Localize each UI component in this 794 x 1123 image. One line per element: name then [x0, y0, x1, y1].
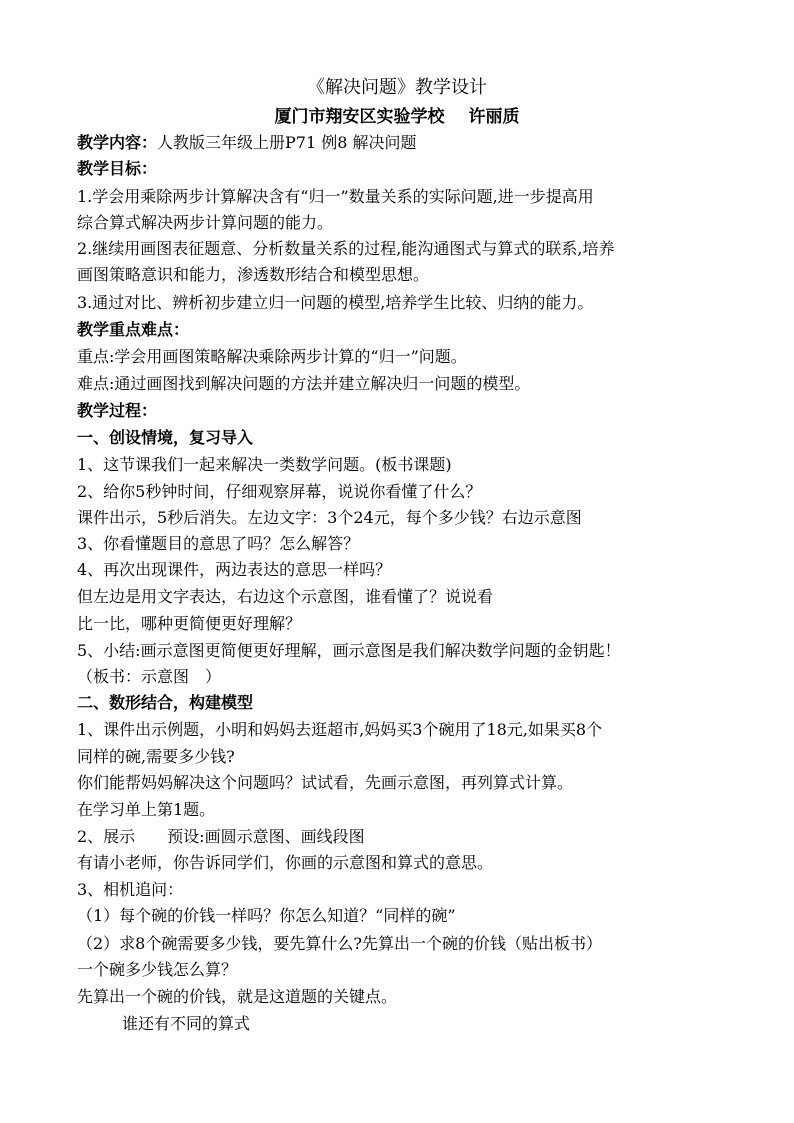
document-title: 《解决问题》教学设计	[307, 77, 487, 98]
section-2-line-8: （1）每个碗的价钱一样吗？你怎么知道？“同样的碗”	[77, 906, 456, 925]
section-1-line-9: （板书：示意图 ）	[77, 667, 222, 686]
section-2-line-2: 同样的碗,需要多少钱?	[77, 747, 235, 766]
goal-2-line-2: 画图策略意识和能力，渗透数形结合和模型思想。	[77, 265, 430, 284]
section-2-line-7: 3、相机追问：	[77, 880, 184, 899]
key-points-heading: 教学重点难点：	[77, 320, 190, 339]
section-2-line-9: （2）求8个碗需要多少钱，要先算什么?先算出一个碗的价钱（贴出板书）	[77, 934, 602, 953]
section-1-line-7: 比一比，哪种更简便更好理解？	[77, 614, 302, 633]
key-point: 重点:学会用画图策略解决乘除两步计算的“归一”问题。	[77, 347, 467, 366]
section-1-heading: 一、创设情境，复习导入	[77, 428, 254, 447]
section-2-line-12: 谁还有不同的算式	[122, 1014, 251, 1033]
section-2-line-10: 一个碗多少钱怎么算？	[77, 960, 238, 979]
section-1-line-3: 课件出示，5秒后消失。左边文字：3个24元，每个多少钱？右边示意图	[77, 508, 582, 527]
section-2-heading: 二、数形结合，构建模型	[77, 693, 254, 712]
teaching-content-label: 教学内容：	[77, 133, 158, 152]
process-heading: 教学过程：	[77, 401, 158, 420]
teaching-content-value: 人教版三年级上册P71 例8 解决问题	[157, 133, 417, 152]
section-2-line-5: 2、展示 预设:画圆示意图、画线段图	[77, 827, 365, 846]
section-2-line-6: 有请小老师，你告诉同学们，你画的示意图和算式的意思。	[77, 853, 494, 872]
section-2-line-4: 在学习单上第1题。	[77, 800, 216, 819]
author-name: 许丽质	[468, 107, 520, 127]
goals-heading: 教学目标：	[77, 159, 158, 178]
difficulty-point: 难点:通过画图找到解决问题的方法并建立解决归一问题的模型。	[77, 374, 531, 393]
goal-1-line-2: 综合算式解决两步计算问题的能力。	[77, 213, 334, 232]
section-2-line-11: 先算出一个碗的价钱，就是这道题的关键点。	[77, 987, 398, 1006]
section-1-line-5: 4、再次出现课件，两边表达的意思一样吗？	[77, 560, 392, 579]
section-2-line-1: 1、课件出示例题，小明和妈妈去逛超市,妈妈买3个碗用了18元,如果买8个	[77, 720, 603, 739]
author-line	[0, 104, 794, 130]
section-1-line-1: 1、这节课我们一起来解决一类数学问题。(板书课题)	[77, 455, 452, 474]
school-name: 厦门市翔安区实验学校	[274, 107, 445, 127]
goal-2-line-1: 2.继续用画图表征题意、分析数量关系的过程,能沟通图式与算式的联系,培养	[77, 239, 615, 258]
section-1-line-6: 但左边是用文字表达，右边这个示意图，谁看懂了？说说看	[77, 587, 494, 606]
section-1-line-4: 3、你看懂题目的意思了吗？怎么解答？	[77, 534, 360, 553]
teaching-content-line	[77, 130, 717, 156]
goal-1-line-1: 1.学会用乘除两步计算解决含有“归一”数量关系的实际问题,进一步提高用	[77, 187, 594, 206]
section-1-line-8: 5、小结:画示意图更简便更好理解，画示意图是我们解决数学问题的金钥匙！	[77, 641, 621, 660]
goal-3: 3.通过对比、辨析初步建立归一问题的模型,培养学生比较、归纳的能力。	[77, 293, 594, 312]
section-1-line-2: 2、给你5秒钟时间，仔细观察屏幕，说说你看懂了什么？	[77, 482, 482, 501]
section-2-line-3: 你们能帮妈妈解决这个问题吗？试试看，先画示意图，再列算式计算。	[77, 773, 574, 792]
